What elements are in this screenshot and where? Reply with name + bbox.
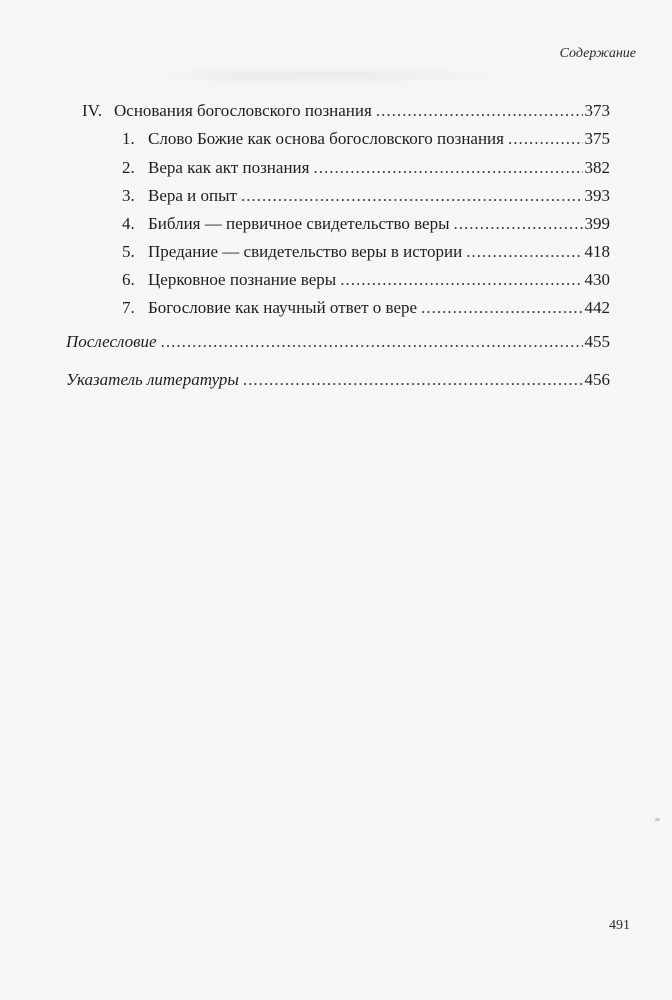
toc-bibliography (66, 369, 610, 391)
toc-chapter-page: 373 (584, 101, 610, 120)
toc-section-title: Вера и опыт (148, 186, 237, 205)
toc-leader-dots (508, 128, 583, 150)
show-through-bleed (165, 70, 495, 80)
toc-section-title: Слово Божие как основа богословского познания (148, 129, 504, 148)
toc-section-4 (122, 213, 610, 235)
toc-afterword (66, 331, 610, 353)
toc-section-page: 382 (584, 158, 610, 177)
toc-leader-dots (340, 269, 582, 291)
running-header: Содержание (559, 46, 636, 61)
toc-section-number: 2. (122, 158, 135, 177)
paper-speck (655, 818, 660, 821)
toc-section-page: 442 (584, 298, 610, 317)
toc-chapter-iv (82, 100, 610, 122)
toc-leader-dots (376, 100, 583, 122)
page-number: 491 (609, 918, 630, 933)
toc-section-2 (122, 157, 610, 179)
toc-leader-dots (313, 157, 582, 179)
toc-section-number: 6. (122, 270, 135, 289)
toc-afterword-page: 455 (584, 332, 610, 351)
toc-section-title: Богословие как научный ответ о вере (148, 298, 418, 317)
toc-afterword-title: Послесловие (66, 332, 157, 351)
toc-bibliography-page: 456 (584, 370, 610, 389)
toc-section-5 (122, 241, 610, 263)
toc-section-3 (122, 185, 610, 207)
toc-leader-dots (161, 331, 583, 353)
toc-section-page: 393 (584, 186, 610, 205)
toc-leader-dots (421, 297, 582, 319)
toc-chapter-number: IV. (82, 101, 102, 120)
toc-section-title: Предание — свидетельство веры в истории (148, 242, 463, 261)
toc-section-page: 399 (584, 214, 610, 233)
toc-section-number: 4. (122, 214, 135, 233)
toc-leader-dots (466, 241, 582, 263)
toc-section-number: 7. (122, 298, 135, 317)
toc-section-number: 1. (122, 129, 135, 148)
toc-section-title: Библия — первичное свидетельство веры (148, 214, 450, 233)
toc-section-number: 5. (122, 242, 135, 261)
toc-section-page: 375 (584, 129, 610, 148)
toc-leader-dots (454, 213, 583, 235)
toc-chapter-title: Основания богословского познания (114, 101, 372, 120)
toc-section-page: 418 (584, 242, 610, 261)
toc-section-7 (122, 297, 610, 319)
toc-section-title: Вера как акт познания (148, 158, 310, 177)
toc-section-page: 430 (584, 270, 610, 289)
toc-section-number: 3. (122, 186, 135, 205)
toc-section-title: Церковное познание веры (148, 270, 337, 289)
toc-bibliography-title: Указатель литературы (66, 370, 239, 389)
toc-leader-dots (241, 185, 583, 207)
toc-leader-dots (243, 369, 583, 391)
toc-section-1 (122, 128, 610, 150)
toc-section-6 (122, 269, 610, 291)
